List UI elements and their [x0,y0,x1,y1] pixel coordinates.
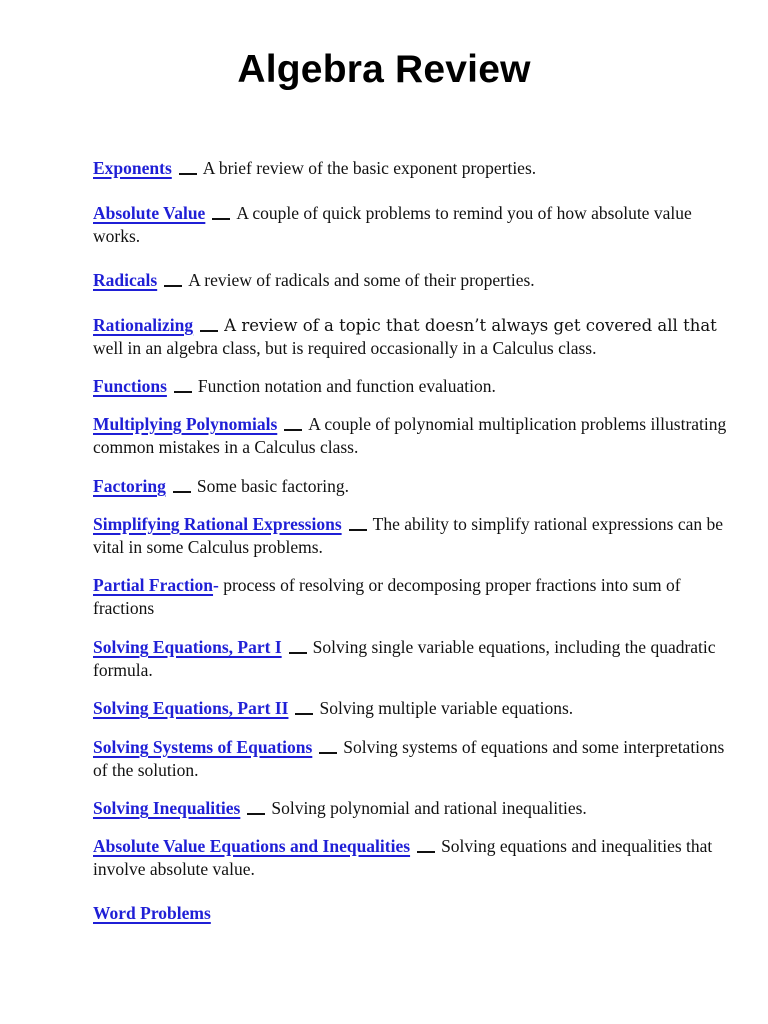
separator [247,813,265,815]
separator [164,285,182,287]
topic-link-radicals[interactable]: Radicals [93,270,158,290]
separator [289,652,307,654]
topic-entry [93,202,728,248]
topic-entry [93,314,728,360]
topic-description-continued: well in an algebra class, but is required occasionally in a Calculus class. [93,338,597,358]
topic-description: A couple of quick problems to remind you of how absolute value works. [93,203,692,246]
separator [349,529,367,531]
topic-entry [93,636,728,682]
separator-dash: - [213,575,219,595]
topic-entry [93,269,728,292]
topic-link-rationalizing[interactable]: Rationalizing [93,315,194,335]
topic-description: A review of radicals and some of their properties. [188,270,535,290]
topic-entry [93,413,728,459]
topic-description: process of resolving or decomposing proper fractions into sum of fractions [93,575,681,618]
topic-link-exponents[interactable]: Exponents [93,158,172,178]
topic-link-absolute-value[interactable]: Absolute Value [93,203,206,223]
topic-description: The ability to simplify rational expressions can be vital in some Calculus problems. [93,514,724,557]
topic-entry [93,797,728,820]
topic-entry [93,475,728,498]
topic-link-solving-inequalities[interactable]: Solving Inequalities [93,798,241,818]
separator [319,752,337,754]
separator [284,429,302,431]
topic-description: Solving multiple variable equations. [319,698,574,718]
topic-description: Solving polynomial and rational inequalities. [271,798,587,818]
topic-link-simplifying-rational-expressions[interactable]: Simplifying Rational Expressions [93,514,342,534]
topic-entry [93,157,728,180]
topic-entry [93,375,728,398]
topic-link-multiplying-polynomials[interactable]: Multiplying Polynomials [93,414,278,434]
topic-entry [93,697,728,720]
topic-link-solving-equations-part-2[interactable]: Solving Equations, Part II [93,698,289,718]
topic-link-functions[interactable]: Functions [93,376,167,396]
topic-entry [93,574,728,620]
separator [179,173,197,175]
topic-description: Solving equations and inequalities that involve absolute value. [93,836,713,879]
topic-description: A brief review of the basic exponent properties. [202,158,537,178]
topic-description: Solving single variable equations, including the quadratic formula. [93,637,716,680]
separator [174,391,192,393]
separator [295,713,313,715]
separator [173,491,191,493]
topic-link-solving-systems-of-equations[interactable]: Solving Systems of Equations [93,737,313,757]
separator [417,851,435,853]
topic-entry [93,835,728,881]
topic-entry [93,513,728,559]
topic-description: A couple of polynomial multiplication problems illustrating common mistakes in a Calculus class. [93,414,727,457]
page-title: Algebra Review [237,48,531,91]
separator [212,218,230,220]
topic-entry [93,902,728,925]
separator [200,330,218,332]
topic-description: Function notation and function evaluation. [197,376,496,396]
topic-link-word-problems[interactable]: Word Problems [93,903,211,923]
topic-link-partial-fraction[interactable]: Partial Fraction [93,575,214,595]
topic-description: A review of a topic that doesn’t always get covered all that [224,316,717,335]
topic-description: Solving systems of equations and some interpretations of the solution. [93,737,725,780]
topic-entry [93,736,728,782]
topic-description: Some basic factoring. [196,476,350,496]
topic-link-solving-equations-part-1[interactable]: Solving Equations, Part I [93,637,282,657]
topic-link-factoring[interactable]: Factoring [93,476,166,496]
topic-link-absolute-value-equations[interactable]: Absolute Value Equations and Inequalities [93,836,411,856]
